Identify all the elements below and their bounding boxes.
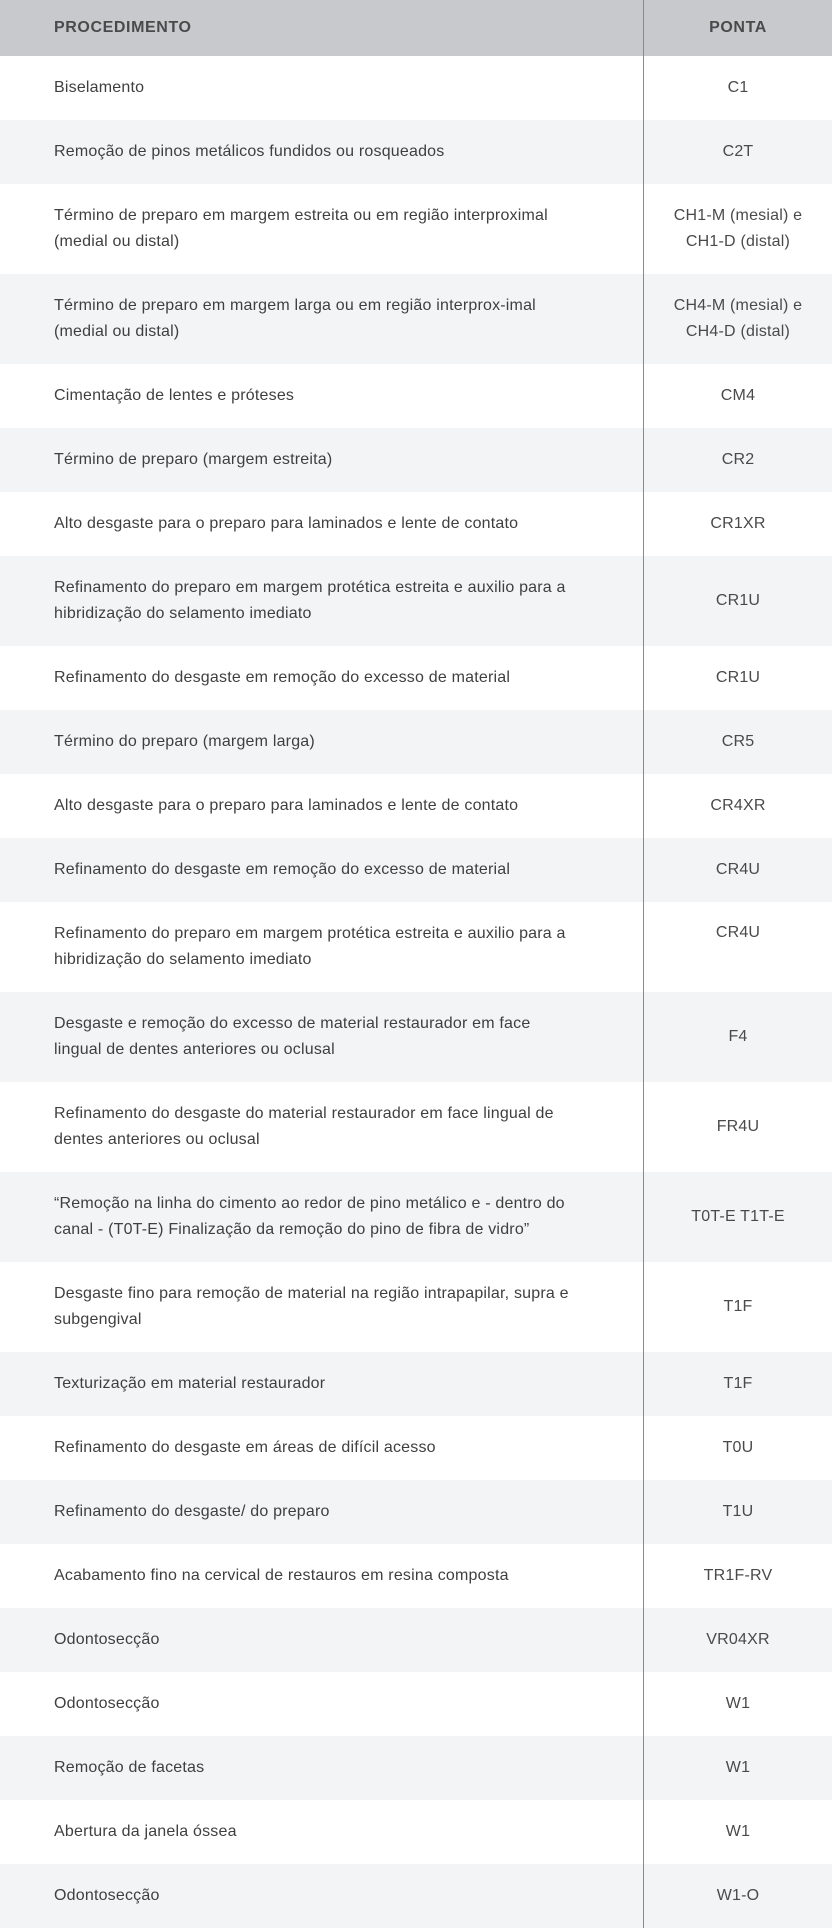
table-row	[0, 1262, 832, 1352]
procedure-cell: Biselamento	[0, 56, 644, 120]
procedure-cell: Refinamento do desgaste em áreas de difícil acesso	[0, 1416, 644, 1480]
procedure-cell: Remoção de pinos metálicos fundidos ou rosqueados	[0, 120, 644, 184]
table-row	[0, 992, 832, 1082]
table-row	[0, 120, 832, 184]
procedure-cell: Refinamento do desgaste do material restaurador em face lingual de dentes anteriores ou oclusal	[0, 1082, 644, 1172]
table-row	[0, 1172, 832, 1262]
procedure-cell: Término de preparo (margem estreita)	[0, 428, 644, 492]
procedure-cell: Odontosecção	[0, 1608, 644, 1672]
table-row	[0, 838, 832, 902]
ponta-cell: C2T	[722, 143, 754, 160]
ponta-cell: CR2	[721, 451, 755, 468]
ponta-cell: FR4U	[716, 1118, 760, 1135]
ponta-cell: CR4U	[715, 861, 761, 878]
procedure-cell: Abertura da janela óssea	[0, 1800, 644, 1864]
ponta-text: CH4-M (mesial) e CH4-D (distal)	[673, 297, 803, 340]
procedure-cell: Cimentação de lentes e próteses	[0, 364, 644, 428]
ponta-cell: CR1XR	[710, 515, 766, 532]
table-row	[0, 1736, 832, 1800]
ponta-cell: W1	[725, 1759, 751, 1776]
table-row	[0, 1352, 832, 1416]
table-row	[0, 364, 832, 428]
ponta-cell: CM4	[720, 387, 756, 404]
ponta-cell: C1	[727, 79, 749, 96]
table-row	[0, 428, 832, 492]
ponta-cell	[644, 274, 832, 364]
ponta-cell: VR04XR	[706, 1631, 770, 1648]
ponta-cell: W1-O	[716, 1887, 760, 1904]
table-row	[0, 274, 832, 364]
ponta-cell: CR5	[721, 733, 755, 750]
ponta-cell	[644, 184, 832, 274]
table-row	[0, 646, 832, 710]
table-row	[0, 1544, 832, 1608]
procedure-cell: Refinamento do desgaste/ do preparo	[0, 1480, 644, 1544]
table-row	[0, 1416, 832, 1480]
ponta-cell: CR4XR	[710, 797, 766, 814]
procedure-cell: Refinamento do preparo em margem protética estreita e auxilio para a hibridização do selamento imediato	[0, 902, 644, 992]
procedure-cell: Desgaste e remoção do excesso de material restaurador em face lingual de dentes anteriores ou oclusal	[0, 992, 644, 1082]
procedure-cell: Refinamento do desgaste em remoção do excesso de material	[0, 838, 644, 902]
procedure-cell: Texturização em material restaurador	[0, 1352, 644, 1416]
ponta-cell: CR4U	[715, 924, 761, 941]
procedure-cell: Término de preparo em margem larga ou em região interprox-imal (medial ou distal)	[0, 274, 644, 364]
procedure-cell: Odontosecção	[0, 1672, 644, 1736]
procedure-cell: Odontosecção	[0, 1864, 644, 1928]
procedure-cell: “Remoção na linha do cimento ao redor de pino metálico e - dentro do canal - (T0T-E) Finalização da remoção do pino de fibra de vidro”	[0, 1172, 644, 1262]
table-row	[0, 774, 832, 838]
ponta-cell: T1U	[722, 1503, 754, 1520]
header-procedimento: PROCEDIMENTO	[0, 0, 644, 56]
procedure-cell: Refinamento do desgaste em remoção do excesso de material	[0, 646, 644, 710]
ponta-cell: T0T-E T1T-E	[691, 1208, 785, 1225]
table-row	[0, 1480, 832, 1544]
ponta-cell: CR1U	[715, 592, 761, 609]
table-row	[0, 184, 832, 274]
ponta-cell: F4	[728, 1028, 748, 1045]
table-row	[0, 1672, 832, 1736]
procedure-cell: Remoção de facetas	[0, 1736, 644, 1800]
table-row	[0, 1082, 832, 1172]
table-row	[0, 56, 832, 120]
table-header	[0, 0, 832, 56]
ponta-cell: T1F	[723, 1375, 753, 1392]
procedure-cell: Término de preparo em margem estreita ou em região interproximal (medial ou distal)	[0, 184, 644, 274]
table-row	[0, 1608, 832, 1672]
table-row	[0, 902, 832, 992]
table-row	[0, 710, 832, 774]
ponta-text: CH1-M (mesial) e CH1-D (distal)	[673, 207, 803, 250]
procedure-cell: Término do preparo (margem larga)	[0, 710, 644, 774]
table-row	[0, 492, 832, 556]
table-row	[0, 1800, 832, 1864]
procedure-cell: Alto desgaste para o preparo para laminados e lente de contato	[0, 492, 644, 556]
procedure-cell: Acabamento fino na cervical de restauros em resina composta	[0, 1544, 644, 1608]
procedure-cell: Refinamento do preparo em margem protética estreita e auxilio para a hibridização do selamento imediato	[0, 556, 644, 646]
ponta-cell: W1	[725, 1695, 751, 1712]
ponta-cell: T1F	[723, 1298, 753, 1315]
table-row	[0, 556, 832, 646]
header-ponta: PONTA	[709, 19, 767, 36]
ponta-cell: TR1F-RV	[703, 1567, 773, 1584]
ponta-cell: CR1U	[715, 669, 761, 686]
table-row	[0, 1864, 832, 1928]
ponta-cell: W1	[725, 1823, 751, 1840]
ponta-cell: T0U	[722, 1439, 754, 1456]
procedure-cell: Desgaste fino para remoção de material na região intrapapilar, supra e subgengival	[0, 1262, 644, 1352]
procedure-cell: Alto desgaste para o preparo para laminados e lente de contato	[0, 774, 644, 838]
